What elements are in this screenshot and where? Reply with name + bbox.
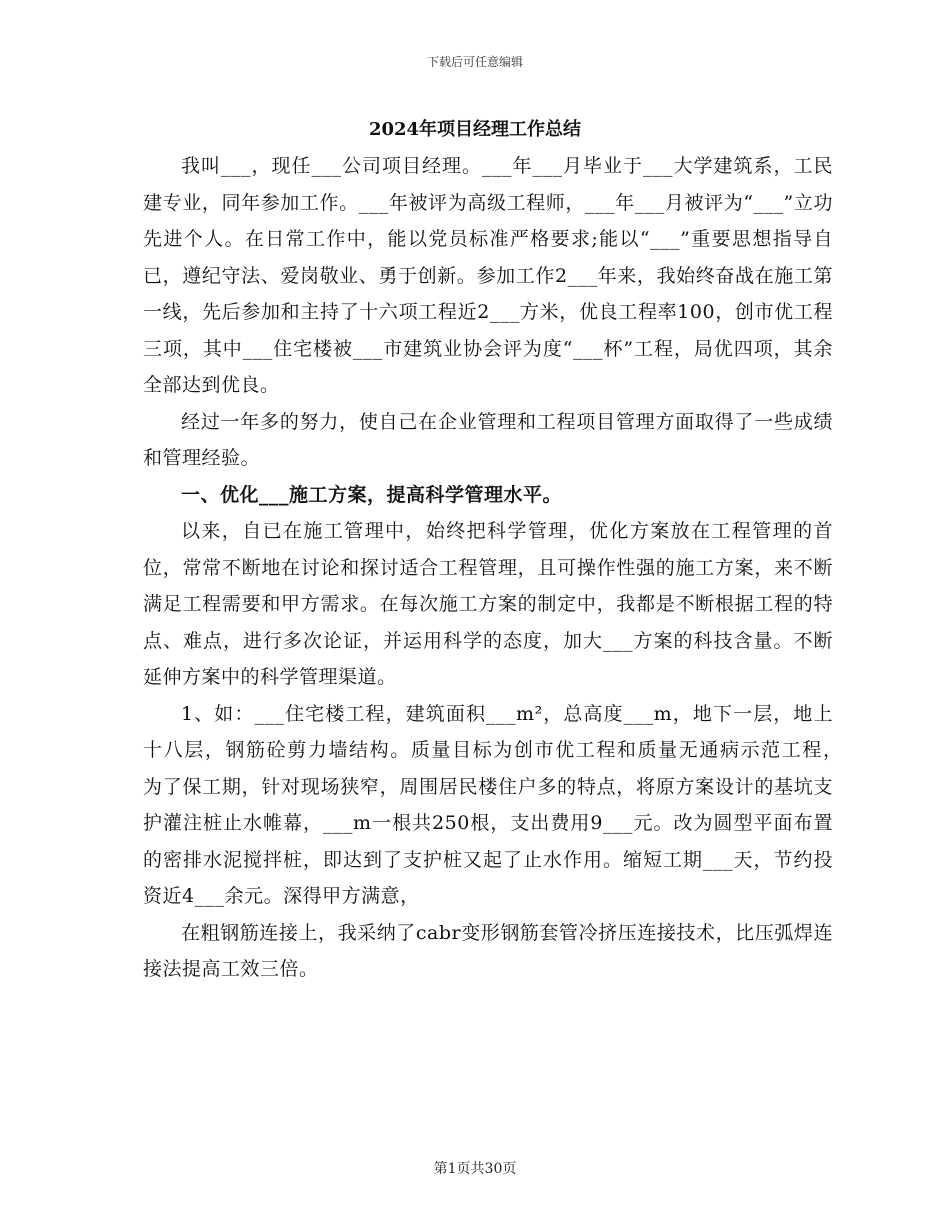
paragraph-section-1: 以来，自已在施工管理中，始终把科学管理，优化方案放在工程管理的首位，常常不断地在讨论和探讨适合工程管理，且可操作性强的施工方案，来不断满足工程需要和甲方需求。在每次施工方案的制定中，我都是不断根据工程的特点、难点，进行多次论证，并运用科学的态度，加大___方案的科技含量。不断延伸方案中的科学管理渠道。 <box>143 520 833 688</box>
paragraph-intro: 我叫___，现任___公司项目经理。___年___月毕业于___大学建筑系，工民建专业，同年参加工作。___年被评为高级工程师，___年___月被评为“___”立功先进个人。在日常工作中，能以党员标准严格要求;能以“___”重要思想指导自已，遵纪守法、爱岗敬业、勇于创新。参加工作2___年来，我始终奋战在施工第一线，先后参加和主持了十六项工程近2___方米，优良工程率100，创市优工程三项，其中___住宅楼被___市建筑业协会评为度“___杯”工程，局优四项，其余全部达到优良。 <box>143 155 833 396</box>
paragraph-example-1: 1、如：___住宅楼工程，建筑面积___m²，总高度___m，地下一层，地上十八层，钢筋砼剪力墙结构。质量目标为创市优工程和质量无通病示范工程， 为了保工期，针对现场狭窄，周围居民楼住户多的特点，将原方案设计的基坑支护灌注桩止水帷幕，___m一根共250根，支出费用9___元。改为圆型平面布置的密排水泥搅拌桩，即达到了支护桩又起了止水作用。缩短工期___天，节约投资近4___余元。深得甲方满意， <box>143 702 853 907</box>
document-title: 2024年项目经理工作总结 <box>368 119 582 140</box>
paragraph-rebar: 在粗钢筋连接上，我采纳了cabr变形钢筋套管冷挤压连接技术，比压弧焊连接法提高工效三倍。 <box>143 921 833 980</box>
page-footer: 第1页共30页 <box>433 1161 517 1177</box>
page-header: 下载后可任意编辑 <box>426 55 523 69</box>
document-body <box>143 148 853 988</box>
section-heading-1: 一、优化___施工方案，提高科学管理水平。 <box>181 483 563 506</box>
paragraph-summary: 经过一年多的努力，使自己在企业管理和工程项目管理方面取得了一些成绩和管理经验。 <box>143 410 833 469</box>
